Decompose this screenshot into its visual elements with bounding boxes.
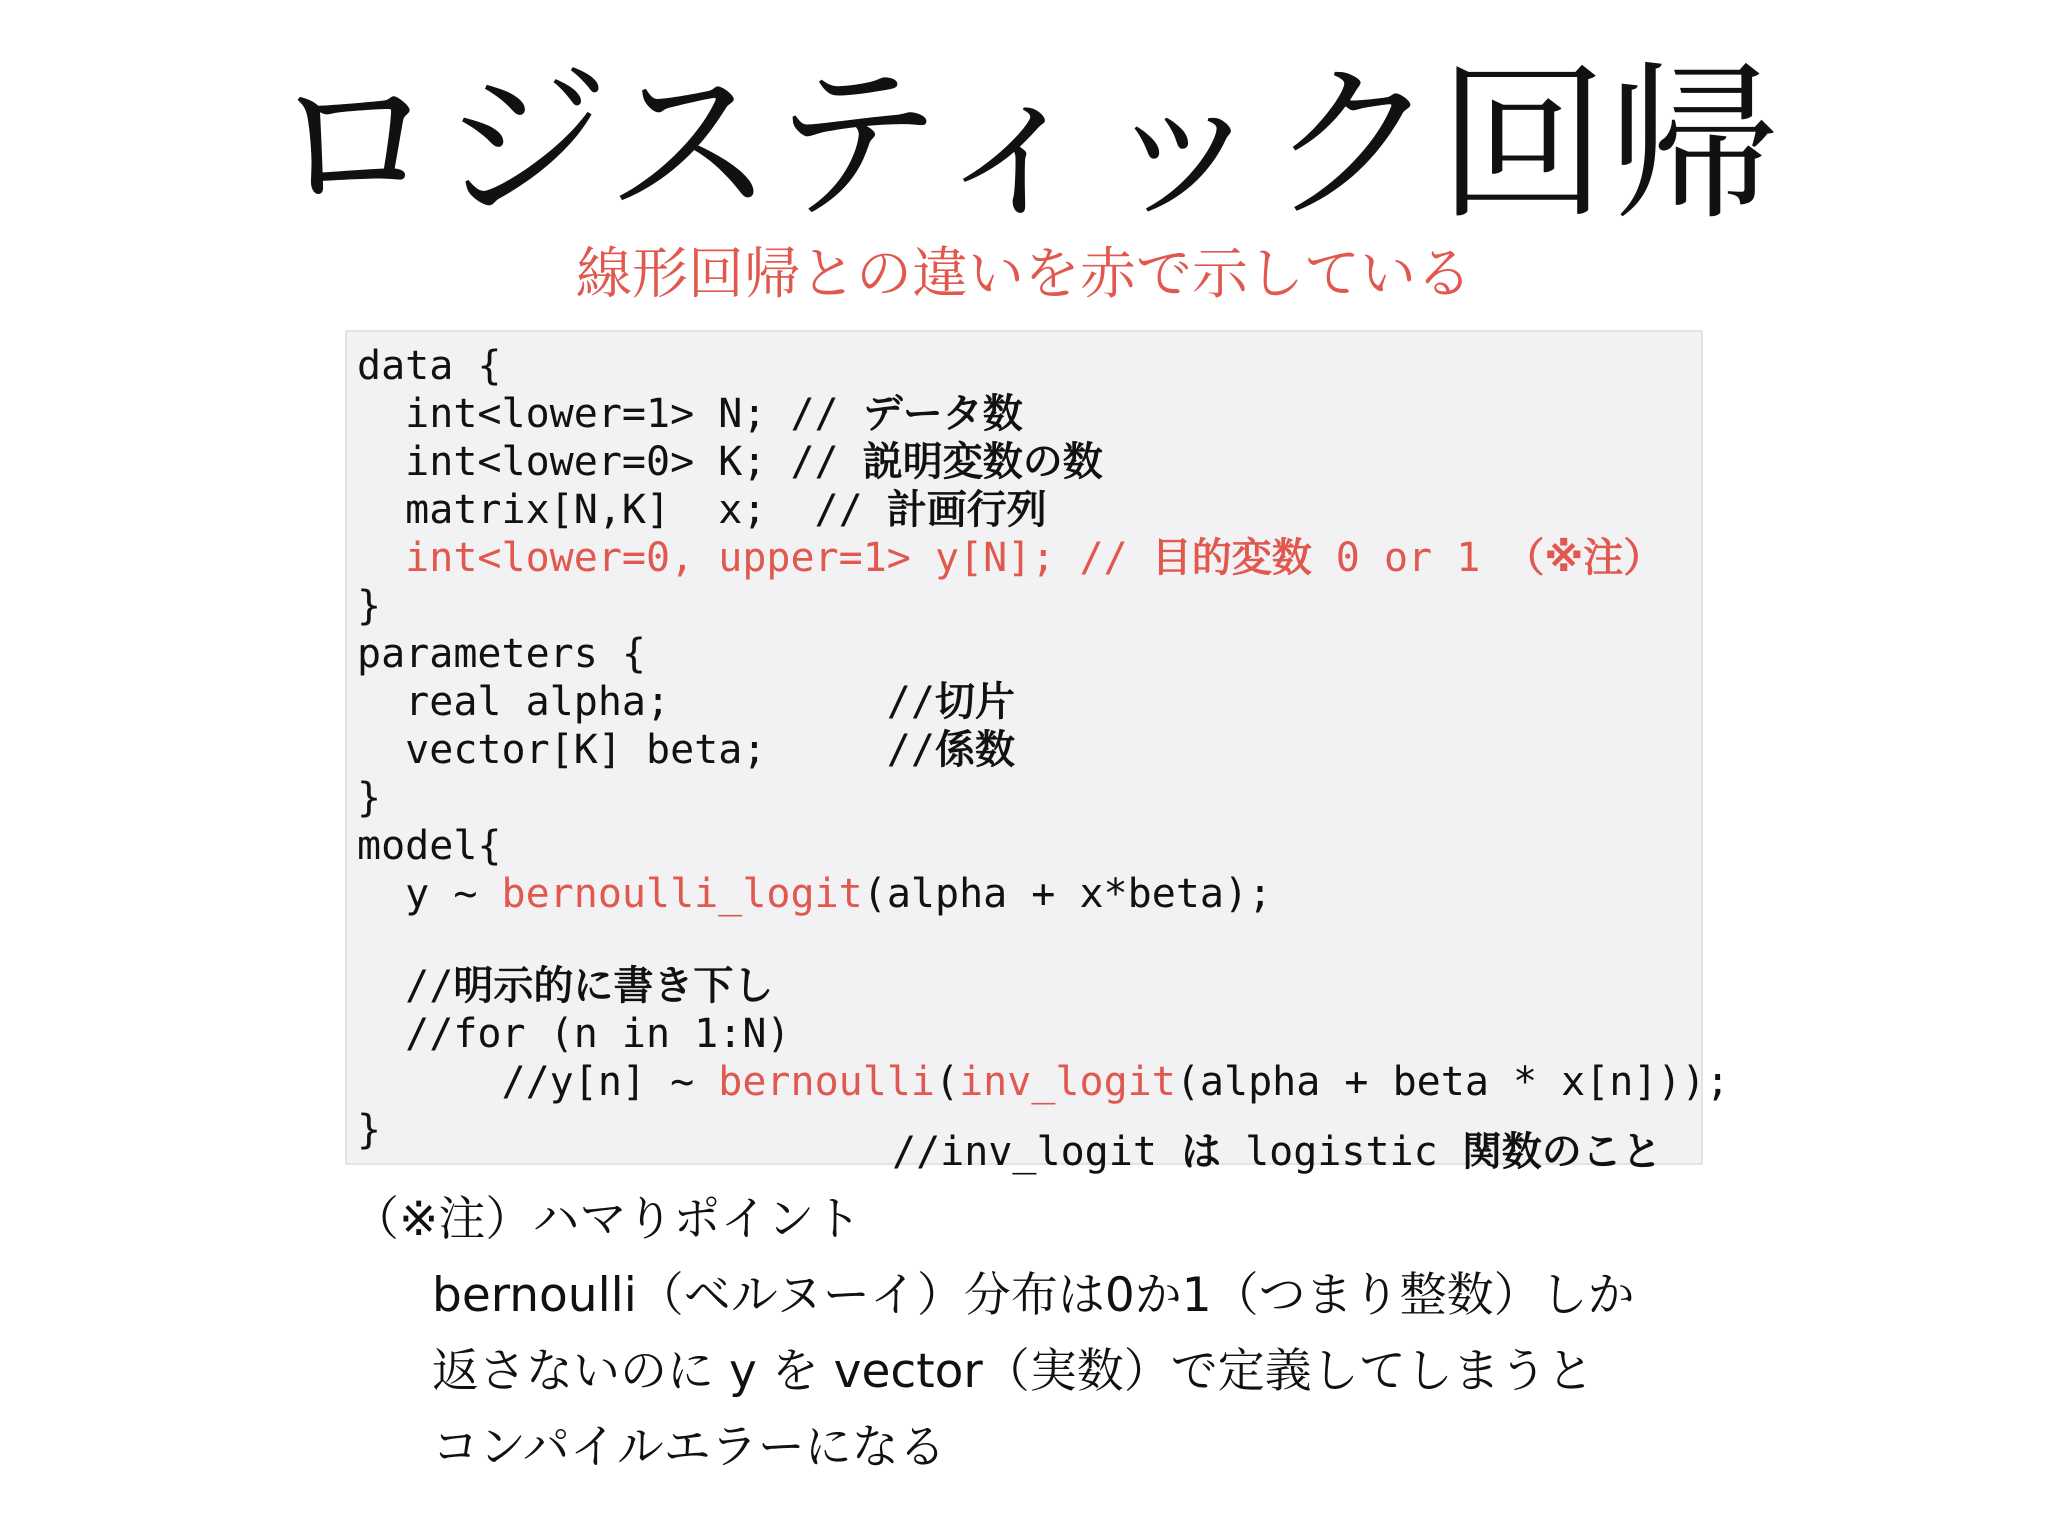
code-comment: 切片 bbox=[934, 679, 1015, 725]
note-line: 返さないのに y を vector（実数）で定義してしまうと bbox=[432, 1344, 1594, 1399]
code-line bbox=[357, 342, 502, 390]
code-line bbox=[357, 870, 1272, 918]
code-text: vector[K] beta; // bbox=[357, 727, 935, 773]
code-comment: は bbox=[1180, 1129, 1221, 1175]
code-line bbox=[357, 678, 1015, 726]
code-comment: 目的変数 bbox=[1151, 535, 1312, 581]
code-line bbox=[357, 962, 773, 1010]
slide-title: ロジスティック回帰 bbox=[270, 46, 1778, 244]
code-comment: 関数のこと bbox=[1461, 1129, 1662, 1175]
note-line: コンパイルエラーになる bbox=[432, 1420, 946, 1475]
code-function-highlighted: inv_logit bbox=[959, 1059, 1176, 1105]
code-text: (alpha + x*beta); bbox=[862, 871, 1273, 917]
code-comment: 明示的に書き下し bbox=[453, 963, 774, 1009]
code-text: matrix[N,K] x; // bbox=[357, 487, 887, 533]
code-line bbox=[357, 1106, 381, 1154]
code-text: } bbox=[357, 1107, 382, 1153]
code-line bbox=[357, 726, 1015, 774]
code-text: parameters { bbox=[357, 631, 646, 677]
code-text: //inv_logit bbox=[892, 1129, 1181, 1175]
code-text: } bbox=[357, 775, 382, 821]
code-text: // bbox=[357, 963, 454, 1009]
code-text: (alpha + beta * x[n])); bbox=[1175, 1059, 1730, 1105]
code-text: ( bbox=[934, 1059, 960, 1105]
code-text: int<lower=0, upper=1> y[N]; // bbox=[357, 535, 1152, 581]
code-text: int<lower=1> N; // bbox=[357, 391, 863, 437]
code-text: y ~ bbox=[357, 871, 502, 917]
code-line-highlighted bbox=[357, 534, 1663, 582]
code-comment: データ数 bbox=[862, 391, 1023, 437]
code-line bbox=[357, 582, 381, 630]
code-comment: （※注） bbox=[1504, 535, 1664, 581]
code-comment: 説明変数の数 bbox=[862, 439, 1103, 485]
slide-subtitle: 線形回帰との違いを赤で示している bbox=[576, 242, 1472, 307]
note-line: bernoulli（ベルヌーイ）分布は0か1（つまり整数）しか bbox=[432, 1268, 1635, 1323]
code-text: } bbox=[357, 583, 382, 629]
code-comment: 計画行列 bbox=[886, 487, 1047, 533]
code-line bbox=[357, 630, 646, 678]
code-comment: 係数 bbox=[934, 727, 1015, 773]
code-text: //y[n] ~ bbox=[357, 1059, 719, 1105]
code-line bbox=[357, 1010, 790, 1058]
code-function-highlighted: bernoulli bbox=[718, 1059, 935, 1105]
code-text: 0 or 1 bbox=[1311, 535, 1505, 581]
code-text: //for (n in 1:N) bbox=[357, 1011, 791, 1057]
code-line bbox=[357, 774, 381, 822]
code-line bbox=[357, 390, 1023, 438]
code-text: model{ bbox=[357, 823, 502, 869]
code-text: real alpha; // bbox=[357, 679, 935, 725]
code-function-highlighted: bernoulli_logit bbox=[501, 871, 863, 917]
code-line bbox=[357, 486, 1047, 534]
code-text: logistic bbox=[1220, 1129, 1462, 1175]
code-text: data { bbox=[357, 343, 502, 389]
note-heading: （※注）ハマりポイント bbox=[352, 1192, 862, 1247]
code-line bbox=[357, 438, 1103, 486]
code-block bbox=[345, 330, 1730, 1175]
code-line bbox=[357, 822, 502, 870]
code-line bbox=[357, 1058, 1730, 1106]
code-line bbox=[892, 1128, 1662, 1176]
code-text: int<lower=0> K; // bbox=[357, 439, 863, 485]
